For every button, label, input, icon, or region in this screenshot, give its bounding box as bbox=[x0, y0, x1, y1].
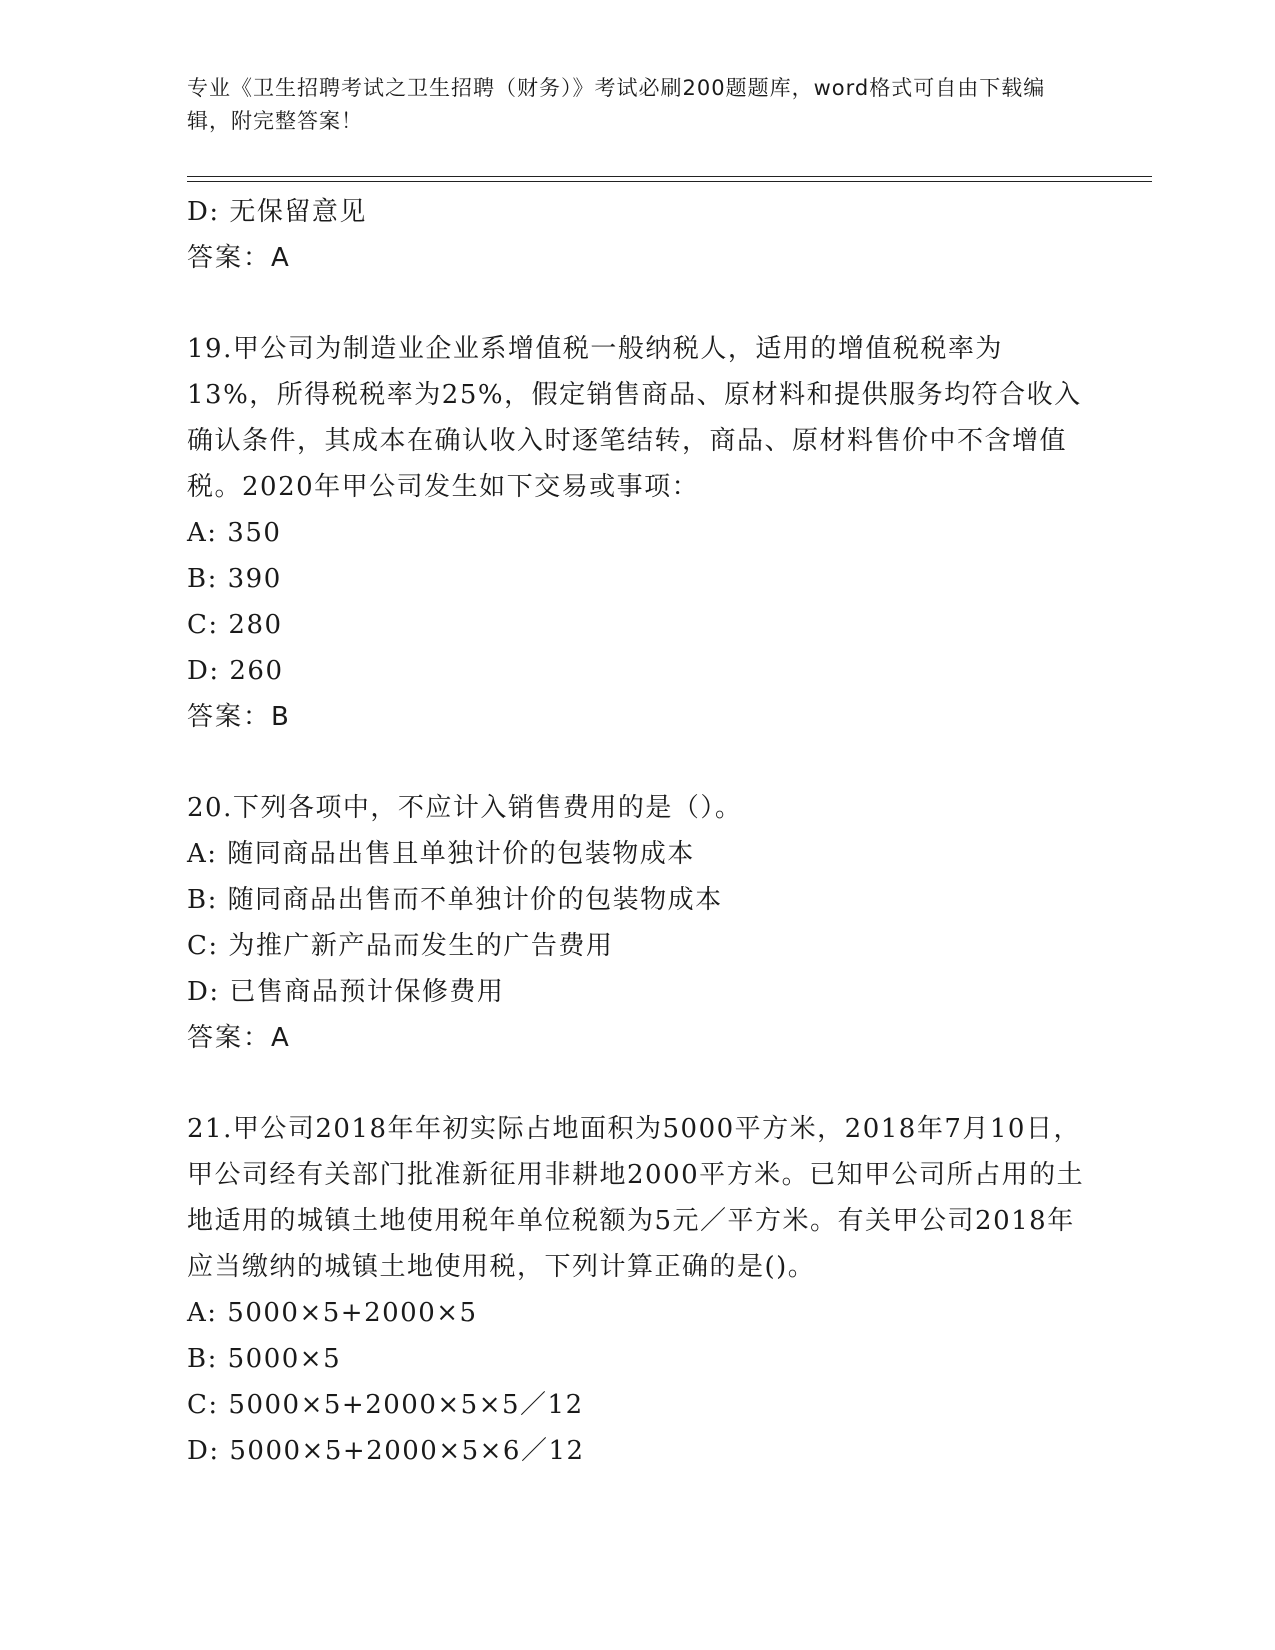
option-c: C: 为推广新产品而发生的广告费用 bbox=[187, 931, 614, 961]
option-b: B: 390 bbox=[187, 564, 282, 594]
option-c: C: 280 bbox=[187, 610, 283, 640]
option-d: D: 无保留意见 bbox=[187, 197, 367, 227]
question-21 bbox=[187, 1106, 1087, 1474]
option-b: B: 5000×5 bbox=[187, 1344, 342, 1374]
question-text: 20.下列各项中，不应计入销售费用的是（）。 bbox=[187, 793, 743, 823]
option-d: D: 5000×5+2000×5×6／12 bbox=[187, 1436, 585, 1466]
option-d: D: 已售商品预计保修费用 bbox=[187, 977, 505, 1007]
document-body bbox=[187, 189, 1087, 1474]
question-text: 21.甲公司2018年年初实际占地面积为5000平方米，2018年7月10日，甲公司经有关部门批准新征用非耕地2000平方米。已知甲公司所占用的土地适用的城镇土地使用税年单位税额为5元／平方米。有关甲公司2018年应当缴纳的城镇土地使用税，下列计算正确的是()。 bbox=[187, 1114, 1085, 1282]
question-19 bbox=[187, 326, 1087, 740]
option-b: B: 随同商品出售而不单独计价的包装物成本 bbox=[187, 885, 723, 915]
option-a: A: 随同商品出售且单独计价的包装物成本 bbox=[187, 839, 695, 869]
question-20 bbox=[187, 785, 1087, 1061]
option-d: D: 260 bbox=[187, 656, 284, 686]
option-c: C: 5000×5+2000×5×5／12 bbox=[187, 1390, 584, 1420]
option-a: A: 350 bbox=[187, 518, 282, 548]
document-header: 专业《卫生招聘考试之卫生招聘（财务）》考试必刷200题题库，word格式可自由下载编辑，附完整答案！ bbox=[187, 76, 1046, 133]
answer: 答案：B bbox=[187, 702, 291, 732]
header-rule-bottom bbox=[187, 181, 1152, 182]
answer: 答案：A bbox=[187, 243, 291, 273]
option-a: A: 5000×5+2000×5 bbox=[187, 1298, 478, 1328]
question-text: 19.甲公司为制造业企业系增值税一般纳税人，适用的增值税税率为13%，所得税税率为25%，假定销售商品、原材料和提供服务均符合收入确认条件，其成本在确认收入时逐笔结转，商品、原材料售价中不含增值税。2020年甲公司发生如下交易或事项： bbox=[187, 334, 1082, 502]
header-rule-top bbox=[187, 176, 1152, 177]
answer: 答案：A bbox=[187, 1023, 291, 1053]
